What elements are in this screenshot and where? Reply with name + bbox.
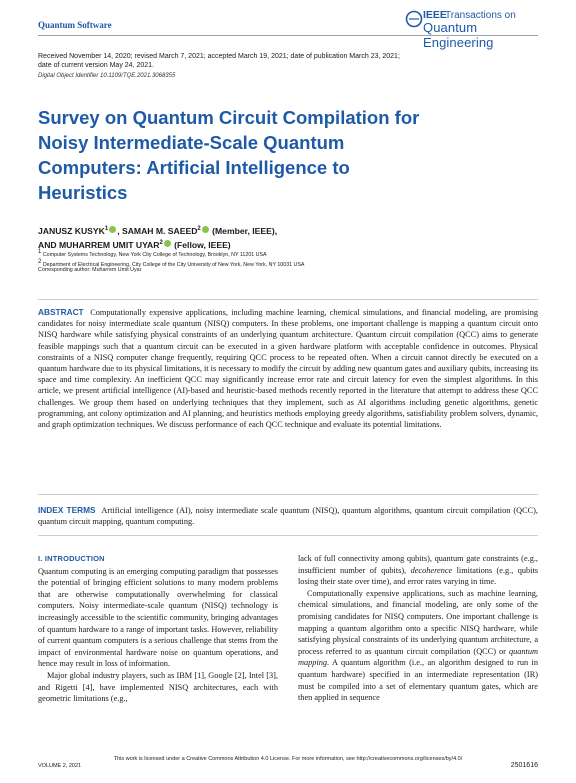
index-terms-divider xyxy=(38,535,538,536)
authors xyxy=(38,223,498,251)
affiliation-2-sup: 2 xyxy=(38,259,42,266)
affiliation-2: Department of Electrical Engineering, City College of the City University of New York, New York, NY 10031 USA xyxy=(41,262,305,269)
right-p1-em: decoherence xyxy=(410,565,453,575)
footer-article-id: 2501616 xyxy=(510,762,538,769)
history-line2: date of current version May 24, 2021. xyxy=(38,62,154,69)
abstract-top-divider xyxy=(38,299,538,300)
journal-line2: Quantum Engineering xyxy=(423,20,494,50)
affiliation-1-sup: 1 xyxy=(38,249,42,255)
right-p2-a: Computationally expensive applications, such as machine learning, chemical simulations, and financial modeling, are only some of the promising candidates for NISQ computers. One important challenge is mapping a quantum algorithm onto a specific NISQ hardware, while satisfying physical constraints of its underlying quantum architecture, a process referred to as quantum circuit compilation (QCC) or xyxy=(298,588,538,656)
author-1: JANUSZ KUSYK xyxy=(38,225,105,236)
author-2-sup: 2 xyxy=(197,226,201,232)
doi: Digital Object Identifier 10.1109/TQE.2021.3068355 xyxy=(38,73,176,79)
orcid-icon[interactable] xyxy=(164,240,171,247)
right-p1-a: lack of full connectivity among qubits), quantum gate constraints (e.g., insufficient number of qubits), xyxy=(298,554,538,575)
author-2: , SAMAH M. SAEED xyxy=(117,225,198,236)
orcid-icon[interactable] xyxy=(202,226,209,233)
history-line1: Received November 14, 2020; revised March 7, 2021; accepted March 19, 2021; date of publication March 23, 2021; xyxy=(38,53,400,60)
body-column-left xyxy=(38,553,278,705)
journal-ieee: IEEE xyxy=(423,9,447,21)
author-3-role: (Fellow, IEEE) xyxy=(171,239,231,250)
intro-paragraph-2-cont xyxy=(298,553,538,588)
journal-logo xyxy=(405,9,545,50)
abstract-label: ABSTRACT xyxy=(38,307,84,317)
footer-volume: VOLUME 2, 2021 xyxy=(38,763,82,769)
header-divider xyxy=(38,35,538,36)
publication-history xyxy=(38,52,538,70)
corresponding-author: Corresponding author: Muharrem Umit Uyar xyxy=(38,267,142,273)
intro-paragraph-3 xyxy=(298,588,538,704)
journal-line1: Transactions on xyxy=(445,10,516,21)
paper-title: Survey on Quantum Circuit Compilation for Noisy Intermediate-Scale Quantum Computers: Artificial Intelligence to Heuristics xyxy=(38,107,420,203)
intro-paragraph-2: Major global industry players, such as IBM [1], Google [2], Intel [3], and Rigetti [4], have implemented NISQ architectures, each with geometric limitations (e.g., xyxy=(38,670,278,704)
intro-heading: I. INTRODUCTION xyxy=(38,554,105,563)
abstract-bottom-divider xyxy=(38,494,538,495)
body-column-right xyxy=(298,553,538,704)
author-2-role: (Member, IEEE), xyxy=(209,225,278,236)
abstract xyxy=(38,307,538,430)
author-3-sup: 2 xyxy=(159,239,163,246)
page-footer xyxy=(38,755,538,775)
right-p2-b: . A quantum algorithm (i.e., an algorithm designed to run in quantum hardware) specified in an intermediate representation (IR) must be compiled into a set of elementary quantum gates, which are then applied in sequence xyxy=(298,658,538,703)
index-terms-label: INDEX TERMS xyxy=(38,505,96,515)
right-p1-b: limitations (e.g., qubits losing their state over time), and error rates varying in time. xyxy=(298,565,538,587)
affiliation-1: Computer Systems Technology, New York City College of Technology, Brooklyn, NY 11201 USA xyxy=(41,251,267,258)
right-p2-em: quantum mapping xyxy=(298,646,538,668)
ieee-logo-icon xyxy=(405,10,423,28)
author-1-sup: 1 xyxy=(104,226,109,232)
orcid-icon[interactable] xyxy=(109,226,116,233)
footer-license[interactable]: This work is licensed under a Creative Commons Attribution 4.0 License. For more information, see http://creativecommons.org/licenses/by/4.0/ xyxy=(113,756,463,762)
abstract-text: Computationally expensive applications, including machine learning, chemical simulations, and financial modeling, are promising candidates for noisy intermediate scale quantum (NISQ) computers. In these problems, one important challenge is mapping a quantum circuit onto NISQ hardware while satisfying physical constraints of an underlying quantum architecture. Quantum circuit compilation (QCC) aims to generate feasible mappings such that a quantum circuit can be executed in a given hardware platform with acceptable confidence in outcomes. Physical constraints of a NISQ computer change frequently, requiring QCC process to be repeated often. When a circuit cannot directly be executed on a quantum hardware due to its physical limitations, it is necessary to modify the circuit by adding new quantum gates and auxiliary qubits, increasing its space and time complexity. An inefficient QCC may significantly increase error rate and circuit latency for even the simplest algorithms. In this article, we present artificial intelligence (AI)-based and heuristic-based methods recently reported in the literature that attempt to address these QCC challenges. We group them based on underlying techniques that they implement, such as AI algorithms including genetic algorithms, genetic programming, ant colony optimization and AI planning, and heuristics methods employing greedy algorithms, satisfiability problem solvers, dynamic, and graph optimization techniques. We discuss performance of each QCC technique and evaluate its potential limitations. xyxy=(38,308,538,430)
intro-paragraph-1: Quantum computing is an emerging computing paradigm that possesses the potential of bringing efficient solutions to many modern problems that are otherwise computationally overwhelming for classical computers. Noisy intermediate-scale quantum (NISQ) technology is increasingly accessible to the scientific community, bringing advantages of quantum hardware to a range of important tasks. However, reliability of current quantum computers is a serious challenge that stems from the impact of environmental hardware noise on quantum operations, and hence may result in loss of information. xyxy=(38,566,278,669)
index-terms-text: Artificial intelligence (AI), noisy intermediate scale quantum (NISQ), quantum algorithms, quantum circuit compilation (QCC), quantum circuit mapping, quantum computing. xyxy=(38,506,538,527)
author-3: AND MUHARREM UMIT UYAR xyxy=(38,239,160,250)
journal-section-label: Quantum Software xyxy=(38,20,112,30)
index-terms xyxy=(38,505,538,527)
